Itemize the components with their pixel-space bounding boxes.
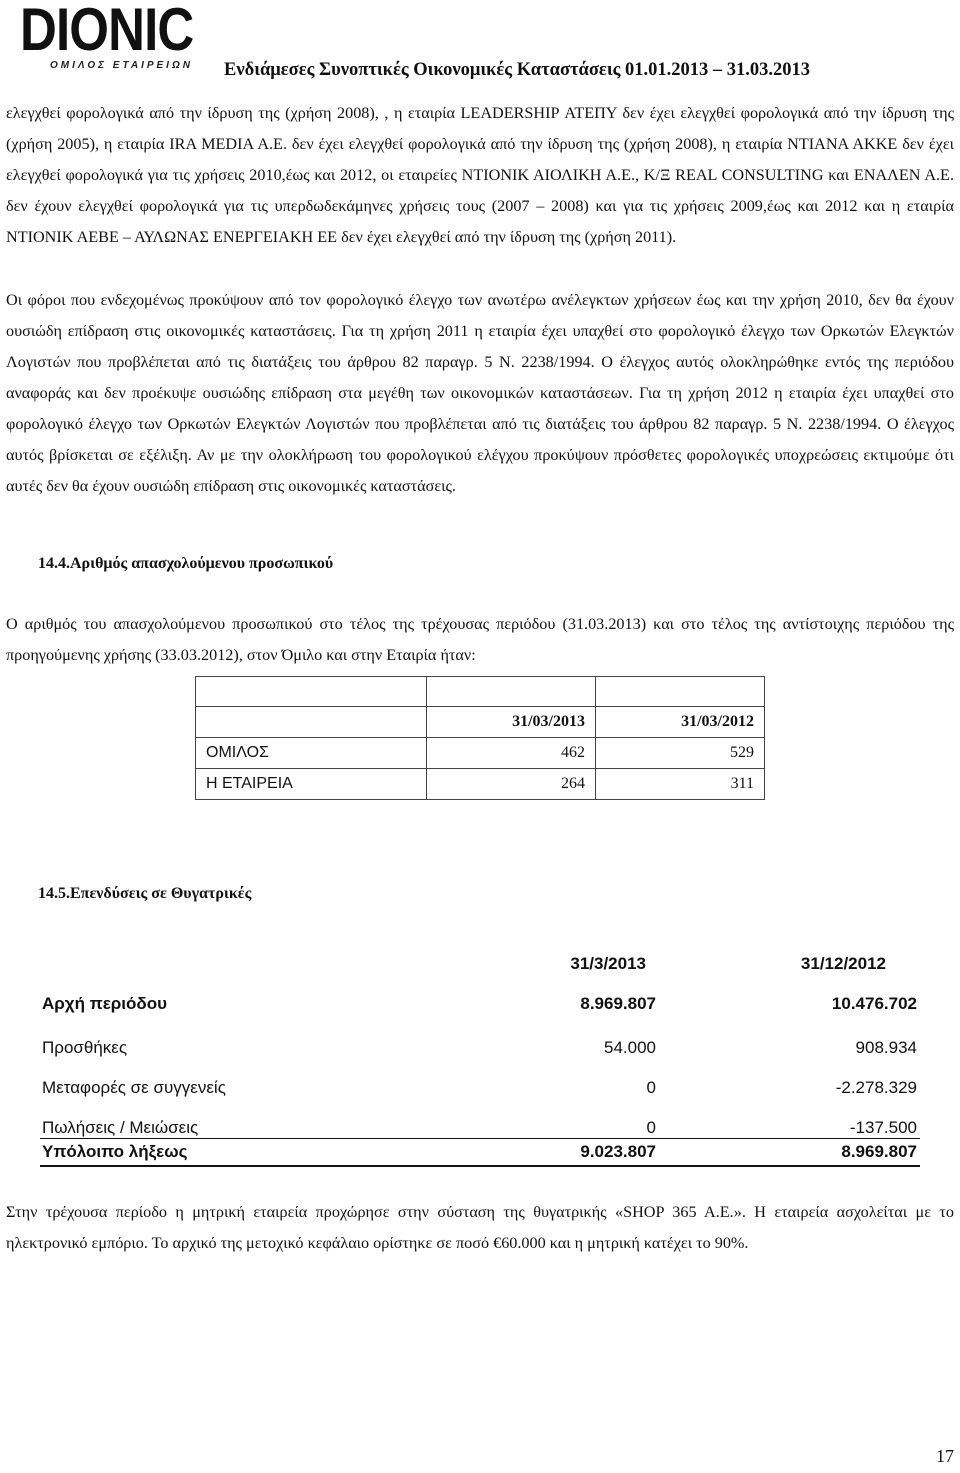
cell-value: 908.934 [855,1038,917,1057]
row-label: Υπόλοιπο λήξεως [42,1142,188,1161]
row-label: Μεταφορές σε συγγενείς [42,1078,226,1097]
investments-heading: 14.5.Επενδύσεις σε Θυγατρικές [38,885,252,902]
cell-value: 8.969.807 [841,1142,917,1161]
cell-value: -2.278.329 [835,1078,917,1097]
table-total-row [40,1138,920,1167]
cell-value: 54.000 [604,1038,656,1057]
table-row [40,984,920,1028]
logo-text: DIONIC [20,0,194,63]
table-row [196,677,765,707]
table-row [196,769,765,800]
row-label: Η ΕΤΑΙΡΕΙΑ [196,769,427,800]
cell-value: 529 [596,738,765,769]
company-logo [20,0,224,71]
cell-value: 462 [427,738,596,769]
tax-audit-paragraph: ελεγχθεί φορολογικά από την ίδρυση της (χρήση 2008), , η εταιρία LEADERSHIP ΑΤΕΠΥ δεν έχει ελεγχθεί φορολογικά από την ίδρυση της (χρήση 2005), η εταιρία IRA MEDIA A.E. δεν έχει ελεγχθεί φορολογικά από την ίδρυση της (χρήση 2008), η εταιρία ΝΤΙΑΝΑ ΑΚΚΕ δεν έχει ελεγχθεί φορολογικά για τις χρήσεις 2010,έως και 2012, οι εταιρείες ΝΤΙΟΝΙΚ ΑΙΟΛΙΚΗ Α.Ε., Κ/Ξ REAL CONSULTING και ΕΝΑΛΕΝ Α.Ε. δεν έχουν ελεγχθεί φορολογικά για τις υπερδωδεκάμηνες χρήσεις τους (2007 – 2008) και για τις χρήσεις 2009,έως και 2012 και η εταιρία ΝΤΙΟΝΙΚ ΑΕΒΕ – ΑΥΛΩΝΑΣ ΕΝΕΡΓΕΙΑΚΗ ΕΕ δεν έχει ελεγχθεί από την ίδρυση της (χρήση 2011). [6,104,954,246]
column-header: 31/3/2013 [570,954,646,973]
staff-heading: 14.4.Αριθμός απασχολούμενου προσωπικού [38,555,334,572]
table-row [40,1068,920,1108]
staff-intro-paragraph: Ο αριθμός του απασχολούμενου προσωπικού στο τέλος της τρέχουσας περιόδου (31.03.2013) και στο τέλος της αντίστοιχης περιόδου της προηγούμενης χρήσης (33.03.2012), στον Όμιλο και στην Εταιρία ήταν: [6,615,954,664]
cell-value: 264 [427,769,596,800]
cell-value: 311 [596,769,765,800]
column-header: 31/03/2012 [596,707,765,738]
column-header: 31/12/2012 [800,954,886,973]
row-label: Αρχή περιόδου [42,994,167,1013]
investments-table [40,944,920,1167]
row-label: Πωλήσεις / Μειώσεις [42,1118,199,1137]
cell-value: 0 [646,1118,656,1137]
cell-value: 8.969.807 [580,994,656,1013]
page-number: 17 [936,1446,954,1466]
logo-subtitle: ΟΜΙΛΟΣ ΕΤΑΙΡΕΙΩΝ [50,60,193,71]
column-header: 31/03/2013 [427,707,596,738]
cell-value: 0 [646,1078,656,1097]
staff-table [195,676,765,800]
table-row [40,1028,920,1068]
table-header-row [196,707,765,738]
document-header-title: Ενδιάμεσες Συνοπτικές Οικονομικές Καταστάσεις 01.01.2013 – 31.03.2013 [224,60,810,80]
tax-effect-paragraph: Οι φόροι που ενδεχομένως προκύψουν από τον φορολογικό έλεγχο των ανωτέρω ανέλεγκτων χρήσεων έως και την χρήση 2010, δεν θα έχουν ουσιώδη επίδραση στις οικονομικές καταστάσεις. Για τη χρήση 2011 η εταιρία έχει υπαχθεί στο φορολογικό έλεγχο των Ορκωτών Ελεγκτών Λογιστών που προβλέπεται από τις διατάξεις του άρθρου 82 παραγρ. 5 Ν. 2238/1994. Ο έλεγχος αυτός ολοκληρώθηκε εντός της περιόδου αναφοράς και δεν προέκυψε ουσιώδης επίδραση στα μεγέθη των οικονομικών καταστάσεων. Για τη χρήση 2012 η εταιρία έχει υπαχθεί στο φορολογικό έλεγχο των Ορκωτών Ελεγκτών Λογιστών που προβλέπεται από τις διατάξεις του άρθρου 82 παραγρ. 5 Ν. 2238/1994. Ο έλεγχος αυτός βρίσκεται σε εξέλιξη. Αν με την ολοκλήρωση του φορολογικού ελέγχου προκύψουν πρόσθετες φορολογικές υποχρεώσεις εκτιμούμε ότι αυτές δεν θα έχουν ουσιώδη επίδραση στις οικονομικές καταστάσεις. [6,291,954,495]
row-label: ΟΜΙΛΟΣ [196,738,427,769]
cell-value: -137.500 [849,1118,917,1137]
cell-value: 9.023.807 [580,1142,656,1161]
table-row [40,1108,920,1138]
subsidiary-paragraph: Στην τρέχουσα περίοδο η μητρική εταιρεία προχώρησε στην σύσταση της θυγατρικής «SHOP 365 A.E.». Η εταιρεία ασχολείται με το ηλεκτρονικό εμπόριο. Το αρχικό της μετοχικό κεφάλαιο ορίστηκε σε ποσό €60.000 και η μητρική κατέχει το 90%. [6,1203,954,1252]
table-row [196,738,765,769]
row-label: Προσθήκες [42,1038,128,1057]
table-header-row [40,944,920,984]
cell-value: 10.476.702 [831,994,917,1013]
